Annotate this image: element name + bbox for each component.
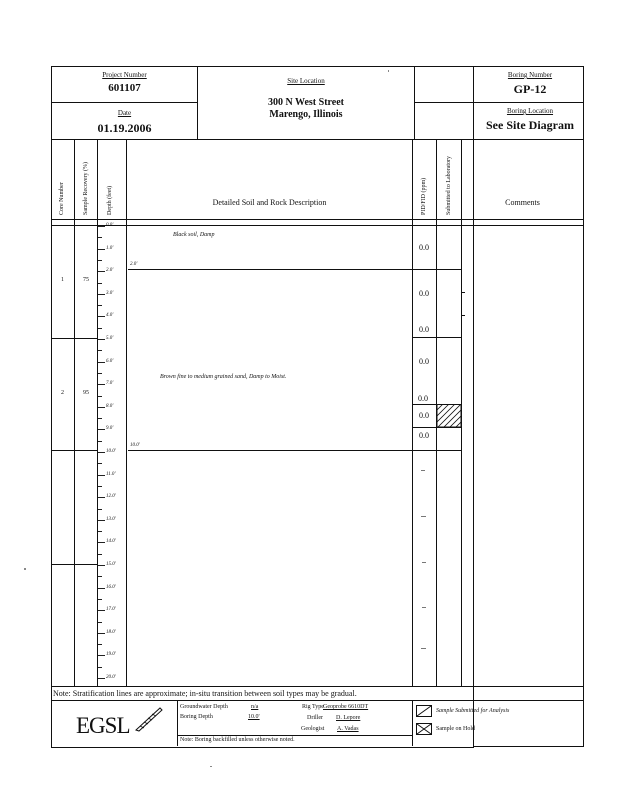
col-depth: Depth (feet): [107, 185, 113, 215]
depth-tick-minor: [98, 667, 102, 668]
depth-label: 9.0': [106, 426, 114, 432]
site-location-label: Site Location: [287, 77, 325, 85]
project-number-label: Project Number: [102, 71, 147, 79]
log-top-line: [51, 225, 584, 226]
depth-tick-major: [98, 655, 105, 656]
core-1-recovery: 75: [83, 277, 89, 283]
depth-tick-major: [98, 407, 105, 408]
depth-tick-major: [98, 520, 105, 521]
col-description: Detailed Soil and Rock Description: [212, 198, 327, 207]
col-line-submitted: [461, 140, 462, 686]
depth-label: 13.0': [106, 516, 116, 522]
boring-location-label: Boring Location: [506, 107, 554, 115]
geologist-label: Geologist: [301, 726, 325, 732]
pid-reading-2: 0.0: [419, 289, 429, 298]
col-line-recovery: [97, 140, 98, 686]
depth-label: 12.0': [106, 494, 116, 500]
core-2-number: 2: [61, 390, 64, 396]
depth-tick-minor: [98, 486, 102, 487]
core-2-recovery: 95: [83, 390, 89, 396]
col-header-bottom: [51, 219, 584, 220]
depth-tick-minor: [98, 576, 102, 577]
col-submitted: Submitted to Laboratory: [446, 156, 452, 215]
depth-tick-minor: [98, 328, 102, 329]
scan-mark: [421, 516, 426, 517]
depth-tick-major: [98, 429, 105, 430]
core-divider-1: [51, 338, 98, 339]
depth-label: 6.0': [106, 358, 114, 364]
pid-reading-7: 0.0: [419, 431, 429, 440]
stratum-boundary-10ft: [128, 450, 412, 451]
depth-tick-minor: [98, 350, 102, 351]
frame-header-right: [473, 139, 584, 140]
depth-tick-major: [98, 316, 105, 317]
project-date-divider: [51, 102, 198, 103]
depth-tick-major: [98, 362, 105, 363]
site-address-line1: 300 N West Street: [267, 97, 344, 108]
pid-line-e: [413, 450, 461, 451]
depth-label: 15.0': [106, 562, 116, 567]
boring-depth-label: Boring Depth: [180, 714, 213, 720]
col-line-core: [74, 140, 75, 686]
depth-label: 11.0': [106, 471, 116, 477]
depth-tick-minor: [98, 531, 102, 532]
pid-reading-3: 0.0: [419, 325, 429, 334]
stratum-boundary-2ft: [128, 269, 412, 270]
depth-label: 18.0': [106, 629, 116, 635]
depth-label: 4.0': [106, 313, 114, 319]
depth-tick-minor: [98, 396, 102, 397]
pid-reading-6: 0.0: [419, 411, 429, 420]
boring-log-frame: [51, 66, 474, 748]
scan-mark: [421, 470, 425, 471]
depth-tick-minor: [98, 283, 102, 284]
stratum-1-description: Black soil, Damp: [173, 232, 215, 238]
frame-boring-right: [473, 102, 584, 103]
depth-tick-major: [98, 249, 105, 250]
depth-tick-minor: [98, 418, 102, 419]
depth-tick-major: [98, 226, 105, 227]
project-number: 601107: [108, 82, 141, 94]
scan-mark: [422, 562, 426, 563]
legend-hold: Sample on Hold: [436, 726, 475, 732]
depth-tick-major: [98, 497, 105, 498]
depth-tick-major: [98, 452, 105, 453]
depth-label: 2.0': [106, 268, 114, 274]
depth-tick-minor: [98, 260, 102, 261]
depth-tick-major: [98, 678, 105, 679]
depth-tick-minor: [98, 554, 102, 555]
sample-submitted-hatch: [437, 404, 461, 427]
depth-tick-minor: [98, 463, 102, 464]
site-address-line2: Marengo, Illinois: [269, 109, 343, 120]
depth-tick-major: [98, 542, 105, 543]
depth-tick-major: [98, 610, 105, 611]
scan-mark: [422, 607, 426, 608]
depth-tick-major: [98, 588, 105, 589]
depth-tick-major: [98, 475, 105, 476]
depth-tick-major: [98, 339, 105, 340]
depth-label: 20.0': [106, 675, 116, 680]
depth-tick-major: [98, 633, 105, 634]
depth-tick-major: [98, 565, 105, 566]
stratum-boundary-label-2ft: 2.0': [130, 262, 138, 267]
depth-label: 1.0': [106, 245, 114, 251]
pid-line-b: [413, 337, 461, 338]
depth-tick-minor: [98, 373, 102, 374]
depth-label: 3.0': [106, 290, 114, 296]
core-divider-2: [51, 450, 98, 451]
groundwater-depth-label: Groundwater Depth: [180, 704, 228, 710]
rig-type: Geoprobe 6610DT: [323, 704, 369, 710]
submitted-tick-1: [461, 292, 465, 293]
pid-reading-5: 0.0: [418, 394, 428, 403]
note-bottom-line: [51, 700, 584, 701]
scan-speckle: [24, 568, 26, 570]
stratum-boundary-label-10ft: 10.0': [130, 443, 140, 448]
pid-reading-4: 0.0: [419, 357, 429, 366]
boring-location: See Site Diagram: [486, 118, 574, 132]
legend-submitted-icon: [416, 705, 432, 717]
footer-divider-info: [412, 700, 413, 746]
legend-submitted: Sample Submitted for Analysis: [436, 708, 510, 714]
depth-label: 14.0': [106, 539, 116, 545]
geologist: A. Vadas: [337, 726, 359, 732]
pid-line-a: [413, 269, 461, 270]
depth-tick-minor: [98, 441, 102, 442]
boring-number: GP-12: [513, 82, 547, 96]
pid-line-d: [413, 427, 461, 428]
depth-tick-major: [98, 271, 105, 272]
col-pid: PID/FID (ppm): [421, 177, 427, 215]
date-value: 01.19.2006: [97, 121, 152, 135]
depth-tick-minor: [98, 305, 102, 306]
driller-label: Driller: [307, 715, 323, 721]
frame-right-edge: [583, 66, 584, 747]
header-bottom-line: [51, 139, 474, 140]
boring-number-label: Boring Number: [507, 71, 553, 79]
depth-tick-major: [98, 294, 105, 295]
scan-mark: [421, 648, 426, 649]
frame-bottom-right: [473, 746, 584, 747]
col-line-depth: [126, 140, 127, 686]
depth-tick-major: [98, 384, 105, 385]
body-bottom-line: [51, 686, 584, 687]
col-line-pid: [412, 140, 413, 686]
depth-tick-minor: [98, 509, 102, 510]
pid-reading-1: 0.0: [419, 243, 429, 252]
depth-tick-minor: [98, 644, 102, 645]
depth-label: 7.0': [106, 381, 114, 387]
core-divider-3: [51, 564, 98, 565]
depth-label: 8.0': [106, 403, 114, 409]
col-comments: Comments: [505, 198, 540, 207]
boring-divider: [414, 102, 473, 103]
scan-speckle: [388, 70, 389, 72]
rig-type-label: Rig Type: [302, 704, 324, 710]
depth-label: 10.0': [106, 449, 116, 454]
depth-label: 16.0': [106, 584, 116, 590]
scan-speckle: [210, 766, 212, 767]
stratum-2-description: Brown fine to medium grained sand, Damp to Moist.: [160, 374, 287, 380]
depth-label: 0.0': [106, 223, 114, 228]
driller: D. Lepore: [336, 715, 361, 721]
pen-icon: [134, 704, 164, 732]
egsl-logo: EGSL: [76, 713, 130, 738]
footer-divider-logo: [177, 700, 178, 746]
stratification-note: Note: Stratification lines are approximate; in-situ transition between soil types may be gradual.: [53, 689, 357, 698]
boring-depth: 10.0': [248, 714, 260, 720]
depth-label: 5.0': [106, 336, 114, 341]
submitted-tick-2: [461, 315, 465, 316]
depth-tick-minor: [98, 599, 102, 600]
groundwater-depth: n/a: [251, 704, 259, 710]
depth-tick-minor: [98, 622, 102, 623]
col-core-number: Core Number: [59, 182, 65, 215]
backfill-note: Note: Boring backfilled unless otherwise noted.: [180, 737, 295, 743]
core-1-number: 1: [61, 277, 64, 283]
date-label: Date: [117, 109, 132, 117]
depth-tick-minor: [98, 237, 102, 238]
footer-backfill-line: [177, 735, 413, 736]
legend-hold-icon: [416, 723, 432, 735]
depth-label: 19.0': [106, 652, 116, 658]
frame-top-right: [473, 66, 584, 67]
depth-label: 17.0': [106, 607, 116, 613]
col-sample-recovery: Sample Recovery (%): [83, 162, 89, 215]
